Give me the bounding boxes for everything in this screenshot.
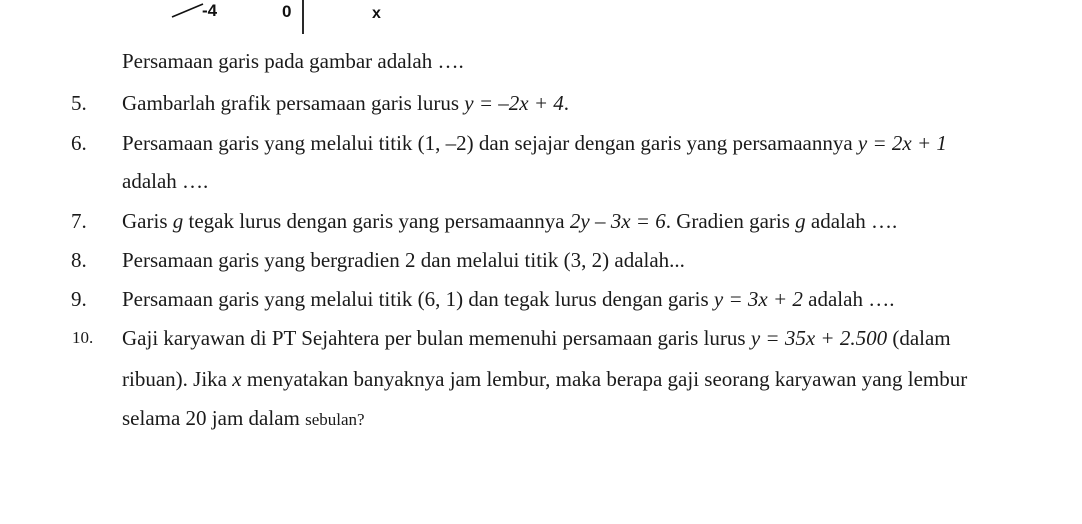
question-text: Gaji karyawan di PT Sejahtera per bulan memenuhi persamaan garis lurus y = 35x + 2.500 (dalam — [122, 326, 951, 350]
question-text: Persamaan garis pada gambar adalah …. — [122, 49, 464, 73]
question-number: 5. — [71, 91, 87, 115]
question-text: Persamaan garis yang melalui titik (1, –2) dan sejajar dengan garis yang persamaannya y = 2x + 1 — [122, 131, 947, 155]
equation: y = 2x + 1 — [857, 131, 947, 155]
question-text: Persamaan garis yang melalui titik (6, 1) dan tegak lurus dengan garis y = 3x + 2 adalah …. — [122, 287, 895, 311]
question-number: 8. — [71, 248, 87, 272]
equation: y = 35x + 2.500 — [750, 326, 888, 350]
question-number: 10. — [72, 328, 94, 347]
question-number: 7. — [71, 209, 87, 233]
question-text: Persamaan garis yang bergradien 2 dan melalui titik (3, 2) adalah... — [122, 248, 685, 272]
axis-label-x: x — [372, 5, 381, 22]
graph-figure-fragment — [0, 0, 1082, 40]
question-text: adalah …. — [122, 169, 209, 193]
equation: 2y – 3x = 6 — [569, 209, 666, 233]
graph-axes-fragment — [0, 0, 1082, 40]
axis-label-origin: 0 — [282, 2, 292, 21]
equation: y = –2x + 4 — [464, 91, 564, 115]
question-text: ribuan). Jika x menyatakan banyaknya jam lembur, maka berapa gaji seorang karyawan yang lembur — [122, 367, 968, 391]
question-number: 6. — [71, 131, 87, 155]
question-number: 9. — [71, 287, 87, 311]
question-text: Garis g tegak lurus dengan garis yang persamaannya 2y – 3x = 6. Gradien garis g adalah …. — [122, 209, 898, 233]
equation: y = 3x + 2 — [713, 287, 803, 311]
question-text: Gambarlah grafik persamaan garis lurus y = –2x + 4. — [122, 91, 570, 115]
question-text: selama 20 jam dalam sebulan? — [122, 406, 365, 430]
graph-line — [172, 4, 203, 17]
axis-label-neg4: -4 — [202, 1, 218, 20]
